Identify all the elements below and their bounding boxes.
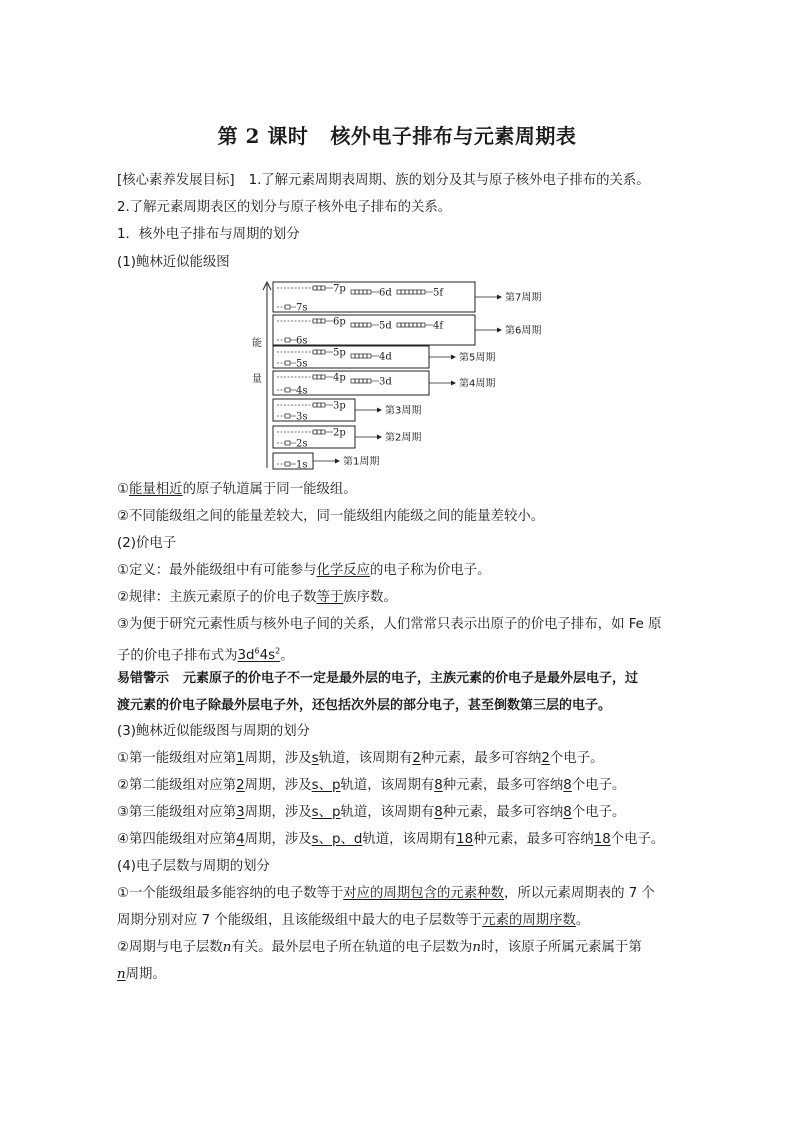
group-row-3 bbox=[117, 804, 679, 822]
r2-e: 个电子。 bbox=[571, 778, 626, 793]
orbital-box bbox=[285, 414, 290, 418]
orbital-box bbox=[367, 323, 371, 327]
orbital-box bbox=[313, 375, 317, 379]
orbital-box bbox=[321, 430, 325, 434]
period-label: 第4周期 bbox=[459, 378, 496, 390]
r1-e: 个电子。 bbox=[549, 751, 604, 766]
warning-line-2: 渡元素的价电子除最外层电子外，还包括次外层的部分电子，甚至倒数第三层的电子。 bbox=[117, 698, 612, 713]
r4-c: 轨道，该周期有 bbox=[362, 832, 457, 847]
fe-config bbox=[238, 648, 281, 663]
r1-b: 周期，涉及 bbox=[244, 751, 312, 766]
warning-text-1: 元素原子的价电子不一定是最外层的电子，主族元素的价电子是最外层电子，过 bbox=[183, 671, 639, 686]
section-heading-1: 1．核外电子排布与周期的划分 bbox=[117, 227, 300, 242]
orbital-box bbox=[421, 323, 425, 327]
orbital-label-s: 3s bbox=[296, 411, 308, 423]
orbital-label-s: 1s bbox=[296, 459, 308, 471]
orbital-label: 4d bbox=[379, 351, 392, 363]
orbital-box bbox=[367, 290, 371, 294]
orbital-box bbox=[351, 379, 355, 383]
subsection-heading-2: (2)价电子 bbox=[117, 536, 177, 551]
period-arrowhead bbox=[451, 355, 456, 360]
orbital-box bbox=[317, 375, 321, 379]
paragraph-5-line-1: ③为便于研究元素性质与核外电子间的关系，人们常常只表示出原子的价电子排布，如 Fe 原 bbox=[117, 617, 662, 632]
orbital-box bbox=[285, 462, 290, 466]
orbital-label: 3p bbox=[333, 400, 346, 412]
r3-c: 轨道，该周期有 bbox=[340, 805, 435, 820]
period-arrowhead bbox=[377, 408, 382, 413]
period-label: 第7周期 bbox=[505, 292, 542, 304]
orbital-label-s: 7s bbox=[296, 302, 308, 314]
paragraph-6-line-2 bbox=[117, 912, 679, 930]
paragraph-5-line-2 bbox=[117, 643, 679, 665]
orbital-box bbox=[285, 361, 290, 365]
r2-d: 种元素，最多可容纳 bbox=[442, 778, 564, 793]
r2-elements: 8 bbox=[434, 778, 443, 793]
r2-electrons: 8 bbox=[563, 778, 572, 793]
r4-elements: 18 bbox=[456, 832, 474, 847]
orbital-box bbox=[321, 350, 325, 354]
orbital-box bbox=[363, 354, 367, 358]
goals-text-1: 1.了解元素周期表周期、族的划分及其与原子核外电子排布的关系。 bbox=[248, 173, 650, 188]
period-label: 第5周期 bbox=[459, 352, 496, 364]
q1-b: ，所以元素周期表的 7 个 bbox=[503, 886, 655, 901]
cfg-sup-6: 6 bbox=[254, 647, 260, 656]
p3-answer: 化学反应 bbox=[316, 563, 371, 578]
orbital-box bbox=[405, 290, 409, 294]
period-arrowhead bbox=[451, 381, 456, 386]
orbital-box bbox=[363, 290, 367, 294]
r3-period: 3 bbox=[236, 805, 245, 820]
orbital-box bbox=[355, 290, 359, 294]
orbital-label: 5f bbox=[433, 287, 444, 299]
paragraph-2: ②不同能级组之间的能量差较大，同一能级组内能级之间的能量差较小。 bbox=[117, 509, 545, 524]
orbital-label: 4f bbox=[433, 320, 444, 332]
p1-answer: 能量相近 bbox=[129, 482, 183, 497]
orbital-box bbox=[355, 354, 359, 358]
orbital-box bbox=[367, 354, 371, 358]
period-arrowhead bbox=[497, 328, 502, 333]
r4-electrons: 18 bbox=[593, 832, 611, 847]
orbital-box bbox=[317, 430, 321, 434]
orbital-box bbox=[413, 290, 417, 294]
paragraph-6-line-1 bbox=[117, 885, 679, 903]
group-row-4 bbox=[117, 831, 679, 849]
orbital-label: 6d bbox=[379, 287, 392, 299]
r1-d: 种元素，最多可容纳 bbox=[420, 751, 542, 766]
r1-electrons: 2 bbox=[541, 751, 550, 766]
orbital-box bbox=[359, 354, 363, 358]
period-label: 第6周期 bbox=[505, 325, 542, 337]
r1-c: 轨道，该周期有 bbox=[318, 751, 413, 766]
orbital-box bbox=[355, 379, 359, 383]
r2-b: 周期，涉及 bbox=[244, 778, 312, 793]
r2-a: ②第二能级组对应第 bbox=[117, 778, 237, 793]
r2-c: 轨道，该周期有 bbox=[340, 778, 435, 793]
q2-d: 周期。 bbox=[125, 967, 166, 982]
orbital-box bbox=[401, 323, 405, 327]
q2-n-1: n bbox=[222, 940, 232, 955]
r1-period: 1 bbox=[236, 751, 245, 766]
orbital-box bbox=[409, 323, 413, 327]
orbital-box bbox=[317, 286, 321, 290]
orbital-box bbox=[397, 290, 401, 294]
warning-line-1 bbox=[117, 670, 679, 688]
orbital-box bbox=[401, 290, 405, 294]
period-arrowhead bbox=[497, 295, 502, 300]
p1-prefix: ① bbox=[117, 482, 130, 497]
q2-c: 时，该原子所属元素属于第 bbox=[481, 940, 642, 955]
orbital-box bbox=[363, 379, 367, 383]
p4-prefix: ②规律：主族元素原子的价电子数 bbox=[117, 590, 317, 605]
orbital-box bbox=[285, 441, 290, 445]
period-arrowhead bbox=[377, 435, 382, 440]
group-row-2 bbox=[117, 777, 679, 795]
orbital-box bbox=[321, 375, 325, 379]
orbital-box bbox=[359, 379, 363, 383]
orbital-box bbox=[317, 403, 321, 407]
orbital-label: 3d bbox=[379, 376, 392, 388]
goals-line-1 bbox=[117, 172, 679, 190]
goals-line-2: 2.了解元素周期表区的划分与原子核外电子排布的关系。 bbox=[117, 200, 452, 215]
r1-a: ①第一能级组对应第 bbox=[117, 751, 237, 766]
orbital-box bbox=[313, 286, 317, 290]
orbital-label-s: 2s bbox=[296, 438, 308, 450]
orbital-box bbox=[285, 305, 290, 309]
cfg-4s: 4s bbox=[259, 648, 276, 664]
paragraph-4 bbox=[117, 589, 679, 607]
energy-axis-label-2: 量 bbox=[252, 374, 262, 385]
orbital-label: 5p bbox=[333, 347, 346, 359]
orbital-box bbox=[351, 323, 355, 327]
title-lesson: 第 2 课时 bbox=[217, 124, 309, 148]
r3-e: 个电子。 bbox=[571, 805, 626, 820]
q1-answer-2: 元素的周期序数 bbox=[482, 913, 576, 928]
paragraph-7-line-1 bbox=[117, 939, 679, 957]
orbital-box bbox=[417, 323, 421, 327]
paragraph-7-line-2 bbox=[117, 966, 679, 984]
r3-a: ③第三能级组对应第 bbox=[117, 805, 237, 820]
subsection-heading-1: (1)鲍林近似能级图 bbox=[117, 255, 230, 270]
orbital-label: 4p bbox=[333, 372, 346, 384]
r4-period: 4 bbox=[236, 832, 245, 847]
paragraph-1 bbox=[117, 481, 679, 499]
r4-a: ④第四能级组对应第 bbox=[117, 832, 237, 847]
period-arrowhead bbox=[335, 459, 340, 464]
energy-level-svg bbox=[247, 278, 577, 474]
orbital-label-s: 5s bbox=[296, 358, 308, 370]
orbital-box bbox=[359, 323, 363, 327]
r3-d: 种元素，最多可容纳 bbox=[442, 805, 564, 820]
q2-a: ②周期与电子层数 bbox=[117, 940, 223, 955]
p5-prefix: 子的价电子排布式为 bbox=[117, 648, 238, 664]
orbital-box bbox=[363, 323, 367, 327]
orbital-box bbox=[321, 403, 325, 407]
orbital-box bbox=[317, 350, 321, 354]
orbital-box bbox=[409, 290, 413, 294]
p3-prefix: ①定义：最外能级组中有可能参与 bbox=[117, 563, 317, 578]
q2-b: 有关。最外层电子所在轨道的电子层数为 bbox=[231, 940, 473, 955]
r4-orbitals: s、p、d bbox=[311, 832, 363, 847]
r1-orbitals: s bbox=[311, 751, 319, 766]
subsection-heading-4: (4)电子层数与周期的划分 bbox=[117, 859, 270, 874]
r4-e: 个电子。 bbox=[610, 832, 665, 847]
orbital-box bbox=[313, 350, 317, 354]
orbital-box bbox=[285, 388, 290, 392]
orbital-box bbox=[351, 354, 355, 358]
group-row-1 bbox=[117, 750, 679, 768]
orbital-label-s: 4s bbox=[296, 385, 308, 397]
orbital-box bbox=[421, 290, 425, 294]
r3-electrons: 8 bbox=[563, 805, 572, 820]
orbital-box bbox=[317, 319, 321, 323]
warning-tag: 易错警示 bbox=[117, 671, 170, 686]
orbital-box bbox=[313, 430, 317, 434]
p3-suffix: 的电子称为价电子。 bbox=[370, 563, 491, 578]
pauling-energy-level-diagram bbox=[247, 278, 577, 474]
orbital-label: 5d bbox=[379, 320, 392, 332]
orbital-box bbox=[367, 379, 371, 383]
p1-suffix: 的原子轨道属于同一能级组。 bbox=[182, 482, 357, 497]
r2-period: 2 bbox=[236, 778, 245, 793]
orbital-label: 2p bbox=[333, 427, 346, 439]
orbital-box bbox=[321, 286, 325, 290]
q1-a: ①一个能级组最多能容纳的电子数等于 bbox=[117, 886, 344, 901]
r3-b: 周期，涉及 bbox=[244, 805, 312, 820]
orbital-label-s: 6s bbox=[296, 335, 308, 347]
orbital-box bbox=[313, 403, 317, 407]
period-label: 第3周期 bbox=[385, 405, 422, 417]
r3-orbitals: s、p bbox=[311, 805, 341, 820]
orbital-box bbox=[355, 323, 359, 327]
orbital-box bbox=[417, 290, 421, 294]
r3-elements: 8 bbox=[434, 805, 443, 820]
r4-b: 周期，涉及 bbox=[244, 832, 312, 847]
cfg-3d: 3d bbox=[237, 648, 255, 664]
r2-orbitals: s、p bbox=[311, 778, 341, 793]
p4-answer: 等于 bbox=[316, 590, 344, 605]
q1-answer-1: 对应的周期包含的元素种数 bbox=[343, 886, 504, 901]
q2-n-2: n bbox=[472, 940, 482, 955]
title-topic: 核外电子排布与元素周期表 bbox=[330, 124, 577, 148]
r4-d: 种元素，最多可容纳 bbox=[473, 832, 594, 847]
orbital-box bbox=[405, 323, 409, 327]
orbital-box bbox=[397, 323, 401, 327]
orbital-box bbox=[413, 323, 417, 327]
period-label: 第2周期 bbox=[385, 432, 422, 444]
orbital-box bbox=[351, 290, 355, 294]
orbital-box bbox=[321, 319, 325, 323]
subsection-heading-3: (3)鲍林近似能级图与周期的划分 bbox=[117, 724, 311, 739]
q2-n-3: n bbox=[117, 967, 126, 982]
goals-tag: [核心素养发展目标] bbox=[117, 173, 235, 188]
orbital-box bbox=[313, 319, 317, 323]
orbital-label: 6p bbox=[333, 316, 346, 328]
period-label: 第1周期 bbox=[343, 456, 380, 468]
cfg-sup-2: 2 bbox=[275, 647, 281, 656]
q1-d: 。 bbox=[575, 913, 590, 928]
page-title bbox=[0, 120, 794, 149]
p4-suffix: 族序数。 bbox=[343, 590, 397, 605]
orbital-box bbox=[359, 290, 363, 294]
orbital-label: 7p bbox=[333, 283, 346, 295]
orbital-box bbox=[285, 338, 290, 342]
p5-suffix: 。 bbox=[280, 648, 294, 664]
r1-elements: 2 bbox=[412, 751, 421, 766]
q1-c: 周期分别对应 7 个能级组，且该能级组中最大的电子层数等于 bbox=[117, 913, 483, 928]
paragraph-3 bbox=[117, 562, 679, 580]
energy-axis-label-1: 能 bbox=[252, 338, 262, 349]
